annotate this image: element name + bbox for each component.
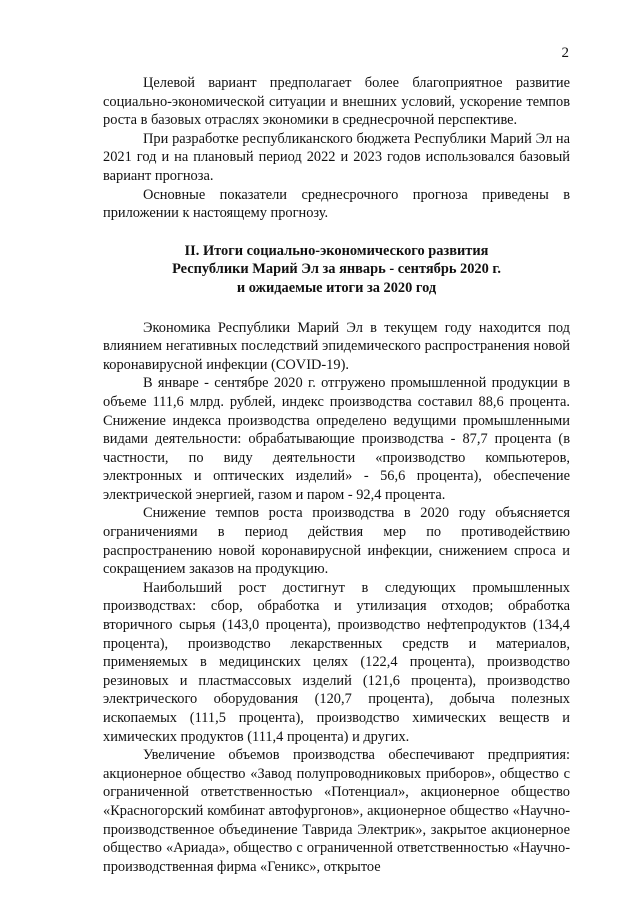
body-paragraph-decline-reasons: Снижение темпов роста производства в 2020 году объясняется ограничениями в период действия мер по противодействию распространению новой коронавирусной инфекции, снижением спроса и сокращением заказов на продукцию.: [103, 505, 570, 578]
section-heading-line-1: II. Итоги социально-экономического развития: [184, 242, 489, 259]
intro-paragraph-2: При разработке республиканского бюджета Республики Марий Эл на 2021 год и на плановый период 2022 и 2023 годов использовался базовый вариант прогноза.: [103, 130, 570, 184]
intro-paragraph-1: Целевой вариант предполагает более благоприятное развитие социально-экономической ситуации и внешних условий, ускорение темпов роста в базовых отраслях экономики в среднесрочной перспективе.: [103, 75, 570, 129]
body-paragraph-growth-industries: Наибольший рост достигнут в следующих промышленных производствах: сбор, обработка и утилизация отходов; обработка вторичного сырья (143,0 процента), производство нефтепродуктов (134,4 процента), производство лекарственных средств и материалов, применяемых в медицинских целях (122,4 процента), производство резиновых и пластмассовых изделий (121,6 процента), производство электрического оборудования (120,7 процента), добыча полезных ископаемых (111,5 процента), производство химических веществ и химических продуктов (111,4 процента) и других.: [103, 579, 570, 745]
intro-paragraph-3: Основные показатели среднесрочного прогноза приведены в приложении к настоящему прогнозу.: [103, 186, 570, 222]
body-paragraph-production: В январе - сентябре 2020 г. отгружено промышленной продукции в объеме 111,6 млрд. рублей, индекс производства составил 88,6 процента. Снижение индекса производства определено ведущими промышленными видами деятельности: обрабатывающие производства - 87,7 процента (в частности, по виду деятельности «производство компьютеров, электронных и оптических изделий» - 56,6 процента), обеспечение электрической энергией, газом и паром - 92,4 процента.: [103, 375, 570, 503]
body-paragraph-economy: Экономика Республики Марий Эл в текущем году находится под влиянием негативных последствий эпидемического распространения новой коронавирусной инфекции (COVID-19).: [103, 319, 570, 373]
document-body: [103, 74, 570, 876]
page-number: 2: [561, 45, 569, 61]
body-paragraph-enterprises: Увеличение объемов производства обеспечивают предприятия: акционерное общество «Завод полупроводниковых приборов», общество с ограниченной ответственностью «Потенциал», акционерное общество «Красногорский комбинат автофургонов», акционерное общество «Научно-производственное объединение Таврида Электрик», закрытое акционерное общество «Ариада», общество с ограниченной ответственностью «Научно-производственная фирма «Геникс», открытое: [103, 747, 570, 875]
section-heading-line-3: и ожидаемые итоги за 2020 год: [236, 279, 437, 296]
section-heading: [103, 242, 570, 298]
section-heading-line-2: Республики Марий Эл за январь - сентябрь 2020 г.: [172, 261, 501, 278]
